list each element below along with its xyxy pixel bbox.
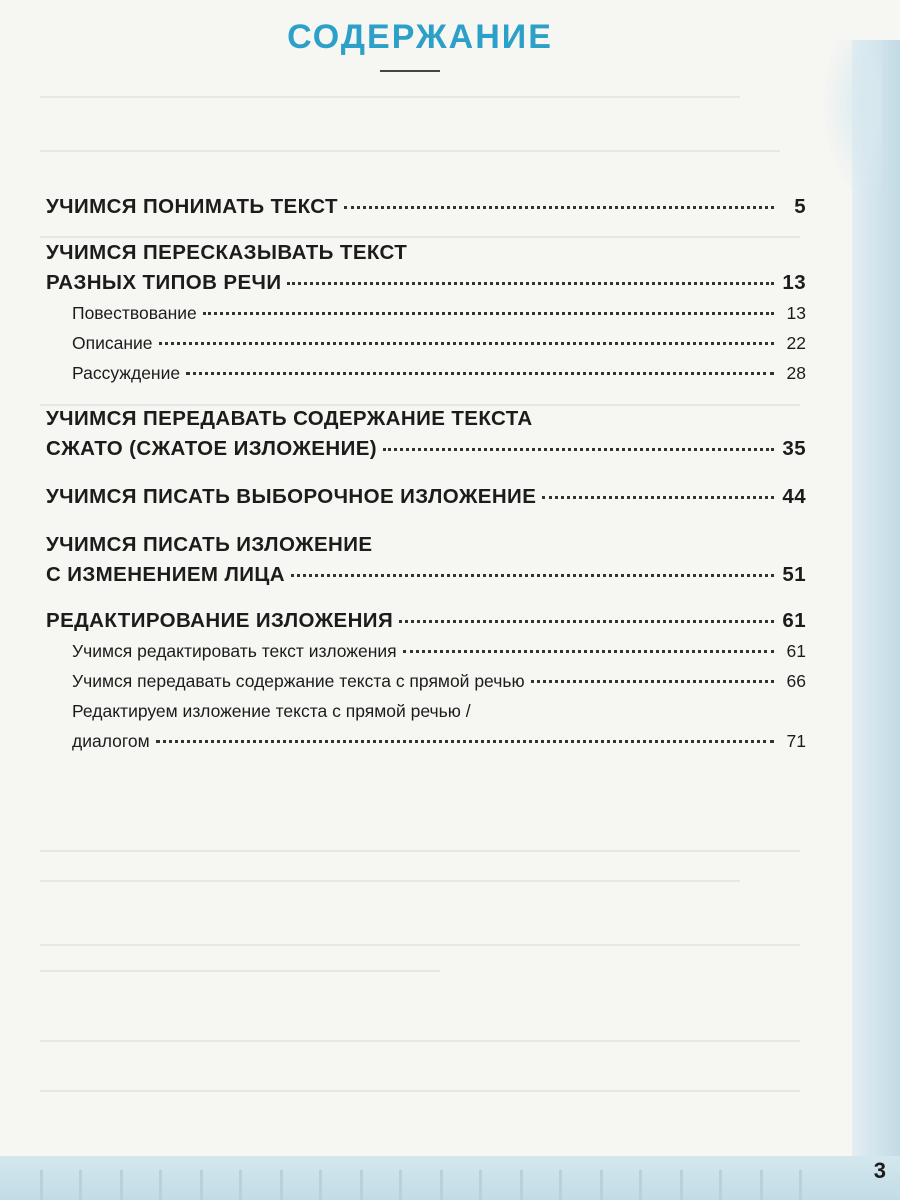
toc-page-number: 61: [782, 609, 806, 632]
leader-dots: [403, 650, 774, 653]
leader-dots: [156, 740, 774, 743]
bleed-through-line: [40, 1090, 800, 1092]
toc-subentry-dialogue[interactable]: [46, 696, 806, 756]
toc-entry-label-line: УЧИМСЯ ПЕРЕСКАЗЫВАТЬ ТЕКСТ: [46, 241, 408, 264]
bleed-through-line: [40, 944, 800, 946]
toc-entry-label: СЖАТО (СЖАТОЕ ИЗЛОЖЕНИЕ): [46, 437, 378, 460]
toc-page-number: 13: [782, 271, 806, 294]
decorative-stripe: [360, 1170, 402, 1200]
leader-dots: [159, 342, 774, 345]
bleed-through-line: [40, 850, 800, 852]
toc-entry-label: УЧИМСЯ ПОНИМАТЬ ТЕКСТ: [46, 195, 338, 218]
page-number: 3: [873, 1158, 886, 1183]
toc-entry-label: РАЗНЫХ ТИПОВ РЕЧИ: [46, 271, 282, 294]
decorative-bottom-band: [0, 1156, 900, 1200]
toc-subentry-label: Рассуждение: [72, 363, 181, 383]
decorative-stripe: [520, 1170, 562, 1200]
toc-subentry-label: Повествование: [72, 303, 197, 323]
decorative-stripe: [120, 1170, 162, 1200]
toc-subentry-label: Учимся передавать содержание текста с прямой речью: [72, 671, 525, 691]
table-of-contents: [46, 192, 806, 756]
toc-entry-editing[interactable]: [46, 606, 806, 636]
toc-page-number: 44: [782, 485, 806, 508]
decorative-stripe: [200, 1170, 242, 1200]
leader-dots: [344, 206, 774, 209]
toc-entry-label: РЕДАКТИРОВАНИЕ ИЗЛОЖЕНИЯ: [46, 609, 394, 632]
decorative-stripe: [600, 1170, 642, 1200]
toc-subentry-label-line: Редактируем изложение текста с прямой речью /: [72, 701, 471, 721]
bleed-through-line: [40, 96, 740, 98]
toc-subentry-reasoning[interactable]: [46, 358, 806, 388]
bleed-through-line: [40, 880, 740, 882]
leader-dots: [399, 620, 774, 623]
toc-entry-label-line: УЧИМСЯ ПЕРЕДАВАТЬ СОДЕРЖАНИЕ ТЕКСТА: [46, 407, 533, 430]
leader-dots: [287, 282, 774, 285]
bleed-through-line: [40, 150, 780, 152]
title-divider: [380, 70, 440, 72]
bleed-through-line: [40, 1040, 800, 1042]
toc-subentry-label: Описание: [72, 333, 153, 353]
decorative-edge-band: [852, 40, 900, 1160]
toc-subentry-editing-text[interactable]: [46, 636, 806, 666]
toc-subentry-narration[interactable]: [46, 298, 806, 328]
toc-subentry-direct-speech[interactable]: [46, 666, 806, 696]
toc-entry-retelling-text[interactable]: [46, 238, 806, 298]
toc-page-number: 61: [786, 641, 806, 661]
leader-dots: [383, 448, 774, 451]
toc-entry-understanding-text[interactable]: [46, 192, 806, 222]
decorative-stripe: [280, 1170, 322, 1200]
toc-page-number: 28: [786, 363, 806, 383]
decorative-stripe: [40, 1170, 82, 1200]
toc-entry-change-person[interactable]: [46, 530, 806, 590]
toc-entry-concise-summary[interactable]: [46, 404, 806, 464]
leader-dots: [542, 496, 774, 499]
toc-page-number: 71: [786, 731, 806, 751]
toc-page-number: 22: [786, 333, 806, 353]
toc-entry-label: С ИЗМЕНЕНИЕМ ЛИЦА: [46, 563, 285, 586]
toc-subentry-label: диалогом: [72, 731, 150, 751]
decorative-stripe: [680, 1170, 722, 1200]
toc-page-number: 13: [786, 303, 806, 323]
toc-subentry-label: Учимся редактировать текст изложения: [72, 641, 397, 661]
page-title: СОДЕРЖАНИЕ: [287, 18, 553, 56]
bleed-through-line: [40, 970, 440, 972]
leader-dots: [203, 312, 774, 315]
toc-entry-label-line: УЧИМСЯ ПИСАТЬ ИЗЛОЖЕНИЕ: [46, 533, 373, 556]
toc-entry-label: УЧИМСЯ ПИСАТЬ ВЫБОРОЧНОЕ ИЗЛОЖЕНИЕ: [46, 485, 537, 508]
leader-dots: [291, 574, 774, 577]
toc-page-number: 35: [782, 437, 806, 460]
decorative-stripe: [760, 1170, 802, 1200]
toc-page-number: 66: [786, 671, 806, 691]
leader-dots: [531, 680, 774, 683]
toc-page-number: 5: [794, 195, 806, 218]
decorative-stripe: [440, 1170, 482, 1200]
toc-entry-selective-summary[interactable]: [46, 482, 806, 512]
toc-page-number: 51: [782, 563, 806, 586]
toc-subentry-description[interactable]: [46, 328, 806, 358]
leader-dots: [186, 372, 774, 375]
